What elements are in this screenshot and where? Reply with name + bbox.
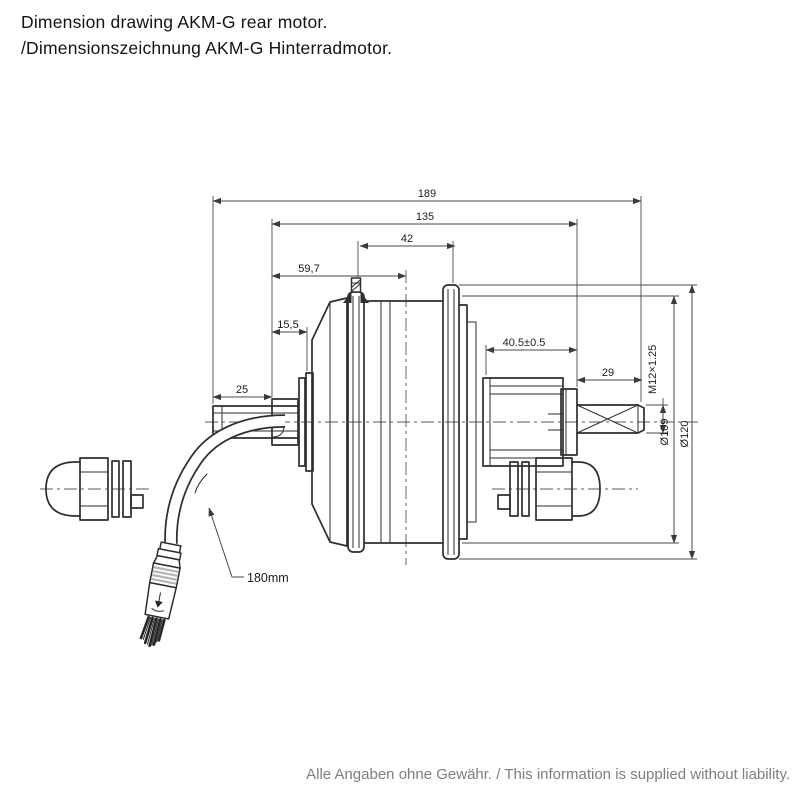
disclaimer-note: Alle Angaben ohne Gewähr. / This information is supplied without liability.	[306, 766, 790, 783]
dim-label-29: 29	[601, 367, 615, 379]
left-axle-nut-detail	[40, 458, 150, 520]
dimension-labels	[236, 188, 691, 585]
left-side-cover	[312, 298, 347, 546]
dim-label-189: 189	[417, 188, 437, 200]
dim-label-dia109: Ø109	[659, 418, 671, 446]
dim-label-15-5: 15,5	[277, 319, 299, 331]
cable-connector	[138, 541, 184, 648]
dim-label-dia120: Ø120	[679, 420, 691, 448]
motor-cable	[171, 421, 285, 544]
dim-label-135: 135	[415, 211, 435, 223]
dim-label-thread: M12×1.25	[647, 344, 659, 394]
valve-stem	[343, 278, 369, 303]
dim-label-59-7: 59,7	[298, 263, 320, 275]
dimension-lines	[209, 201, 692, 577]
dim-label-42: 42	[400, 233, 414, 245]
cable-length-label: 180mm	[247, 571, 289, 585]
dim-label-25: 25	[235, 384, 249, 396]
title-line-german: /Dimensionszeichnung AKM-G Hinterradmotor.	[21, 38, 393, 58]
threaded-axle	[577, 405, 644, 433]
dim-label-40-5: 40.5±0.5	[502, 337, 546, 349]
extension-lines	[213, 196, 697, 559]
title-line-english: Dimension drawing AKM-G rear motor.	[21, 12, 328, 32]
connector-pins	[140, 616, 164, 647]
right-axle-nut-detail	[492, 458, 638, 520]
